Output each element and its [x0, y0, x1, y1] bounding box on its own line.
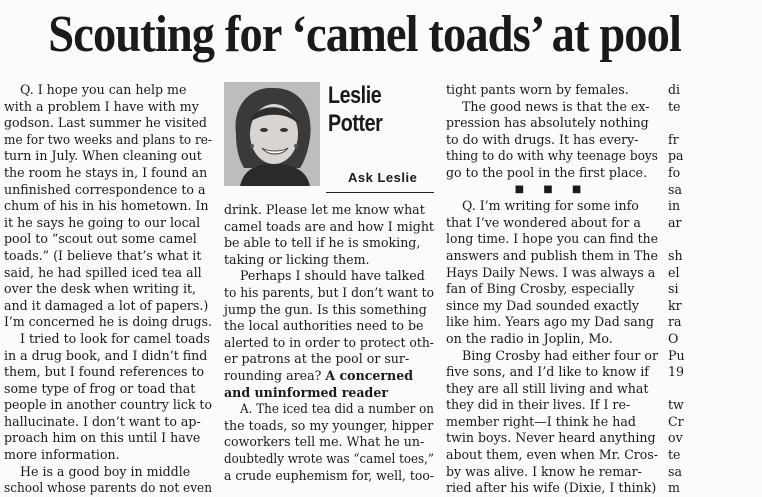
text-line: ried after his wife (Dixie, I think) — [446, 480, 657, 496]
text-line: said, he had spilled iced tea all — [4, 264, 202, 280]
text-line: Cr — [668, 413, 684, 429]
text-line: rounding area? A concerned — [224, 367, 414, 383]
text-line: Hays Daily News. I was always a — [446, 264, 656, 280]
text-line — [668, 231, 688, 248]
text-line: member right—I think he had — [446, 413, 636, 429]
text-line: ra — [668, 314, 682, 330]
text-line: ov — [668, 430, 683, 446]
text-line: alerted to in order to protect oth- — [224, 334, 434, 350]
text-line: a crude euphemism for, well, too- — [224, 467, 434, 483]
text-line: fan of Bing Crosby, especially — [446, 281, 635, 297]
text-line: pa — [668, 148, 684, 164]
byline-rule — [326, 192, 434, 193]
text-line: pression has absolutely nothing — [446, 115, 649, 131]
article-column-2 — [224, 202, 434, 484]
text-line: they are all still living and what — [446, 380, 649, 396]
text-line: the local authorities need to be — [224, 318, 424, 334]
text-line: they did in their lives. If I re- — [446, 397, 631, 413]
text-line: five sons, and I’d like to know if — [446, 364, 649, 380]
text-line: chum of his in his hometown. In — [4, 198, 209, 214]
text-line — [668, 115, 688, 132]
text-line: sa — [668, 181, 682, 197]
text-line: that I’ve wondered about for a — [446, 214, 641, 230]
text-line: Perhaps I should have talked — [240, 268, 425, 284]
text-line: m — [668, 480, 680, 496]
text-line: over the desk when writing it, — [4, 281, 197, 297]
text-line: te — [668, 447, 681, 463]
text-line: school whose parents do not even — [4, 480, 212, 496]
text-line: people in another country lick to — [4, 397, 212, 413]
text-line: since my Dad sounded exactly — [446, 297, 640, 313]
text-line: 19 — [668, 364, 685, 380]
text-line: and uninformed reader — [224, 384, 389, 400]
text-line: I’m concerned he is doing drugs. — [4, 314, 212, 330]
text-line: long time. I hope you can find the — [446, 231, 658, 247]
text-line: He is a good boy in middle — [20, 463, 191, 479]
text-line: more information. — [4, 447, 120, 463]
text-line: jump the gun. Is this something — [224, 301, 427, 317]
text-line: I tried to look for camel toads — [20, 330, 211, 346]
text-line: twin boys. Never heard anything — [446, 430, 656, 446]
text-line: O — [668, 330, 679, 346]
author-last-name: Potter — [328, 110, 383, 137]
text-line: in a drug book, and I didn’t find — [4, 347, 208, 363]
text-line: taking or licking them. — [224, 251, 370, 267]
text-line: sa — [668, 463, 682, 479]
text-line: me for two weeks and plans to re- — [4, 131, 212, 147]
text-line: turn in July. When cleaning out — [4, 148, 202, 164]
author-first-name: Leslie — [328, 82, 382, 109]
text-line: coworkers tell me. What he un- — [224, 434, 425, 450]
text-line: the room he stays in, I found an — [4, 164, 208, 180]
text-line: to do with drugs. It has every- — [446, 131, 639, 147]
text-line: the toads, so my younger, hipper — [224, 417, 434, 433]
text-line: some type of frog or toad that — [4, 380, 196, 396]
headline: Scouting for ‘camel toads’ at pool — [48, 6, 682, 63]
text-line — [668, 381, 688, 398]
text-line: camel toads are and how I might — [224, 218, 434, 234]
text-line: with a problem I have with my — [4, 98, 199, 114]
text-line: tw — [668, 397, 684, 413]
text-line: by was alive. I know he remar- — [446, 463, 642, 479]
author-photo — [224, 82, 320, 186]
text-line: Bing Crosby had either four or — [462, 347, 658, 363]
text-line: Q. I’m writing for some info — [462, 198, 639, 214]
text-line: doubtedly wrote was “camel toes,” — [224, 450, 434, 466]
text-line: and it damaged a lot of papers.) — [4, 297, 209, 313]
text-line: hallucinate. I don’t want to ap- — [4, 413, 201, 429]
author-name — [328, 82, 410, 138]
text-line: pool to “scout out some camel — [4, 231, 197, 247]
text-line: Q. I hope you can help me — [20, 82, 187, 97]
text-line: toads.” (I believe that’s what it — [4, 247, 202, 263]
text-line: er patrons at the pool or sur- — [224, 351, 410, 367]
text-line: fr — [668, 131, 679, 147]
text-line: si — [668, 281, 679, 297]
text-line: it he says he going to our local — [4, 214, 201, 230]
text-line: thing to do with why teenage boys — [446, 148, 658, 164]
text-line: te — [668, 98, 681, 114]
article-column-1 — [4, 82, 212, 497]
text-line: about them, even when Mr. Cros- — [446, 447, 658, 463]
text-line: be able to tell if he is smoking, — [224, 235, 421, 251]
text-line: to his parents, but I don’t want to — [224, 284, 434, 300]
text-line: in — [668, 198, 681, 214]
article-column-3 — [446, 82, 658, 497]
text-line: Pu — [668, 347, 685, 363]
text-line: like him. Years ago my Dad sang — [446, 314, 654, 330]
column-name: Ask Leslie — [348, 170, 418, 185]
section-divider: ■ ■ ■ — [514, 183, 590, 195]
text-line: them, but I found references to — [4, 364, 205, 380]
text-line: A. The iced tea did a number on — [240, 401, 434, 417]
text-line: unfinished correspondence to a — [4, 181, 206, 197]
article-column-4-partial — [668, 82, 688, 497]
text-line: proach him on this until I have — [4, 430, 201, 446]
text-line: on the radio in Joplin, Mo. — [446, 330, 613, 346]
text-line: tight pants worn by females. — [446, 82, 629, 97]
text-line: sh — [668, 247, 683, 263]
text-line: godson. Last summer he visited — [4, 115, 207, 131]
text-line: kr — [668, 297, 682, 313]
text-line: di — [668, 82, 681, 97]
text-line: ar — [668, 214, 682, 230]
text-line: el — [668, 264, 680, 280]
text-line: answers and publish them in The — [446, 247, 658, 263]
text-line: fo — [668, 164, 681, 180]
text-line: The good news is that the ex- — [462, 98, 650, 114]
text-line: drink. Please let me know what — [224, 202, 425, 217]
text-line: go to the pool in the first place. — [446, 164, 648, 180]
